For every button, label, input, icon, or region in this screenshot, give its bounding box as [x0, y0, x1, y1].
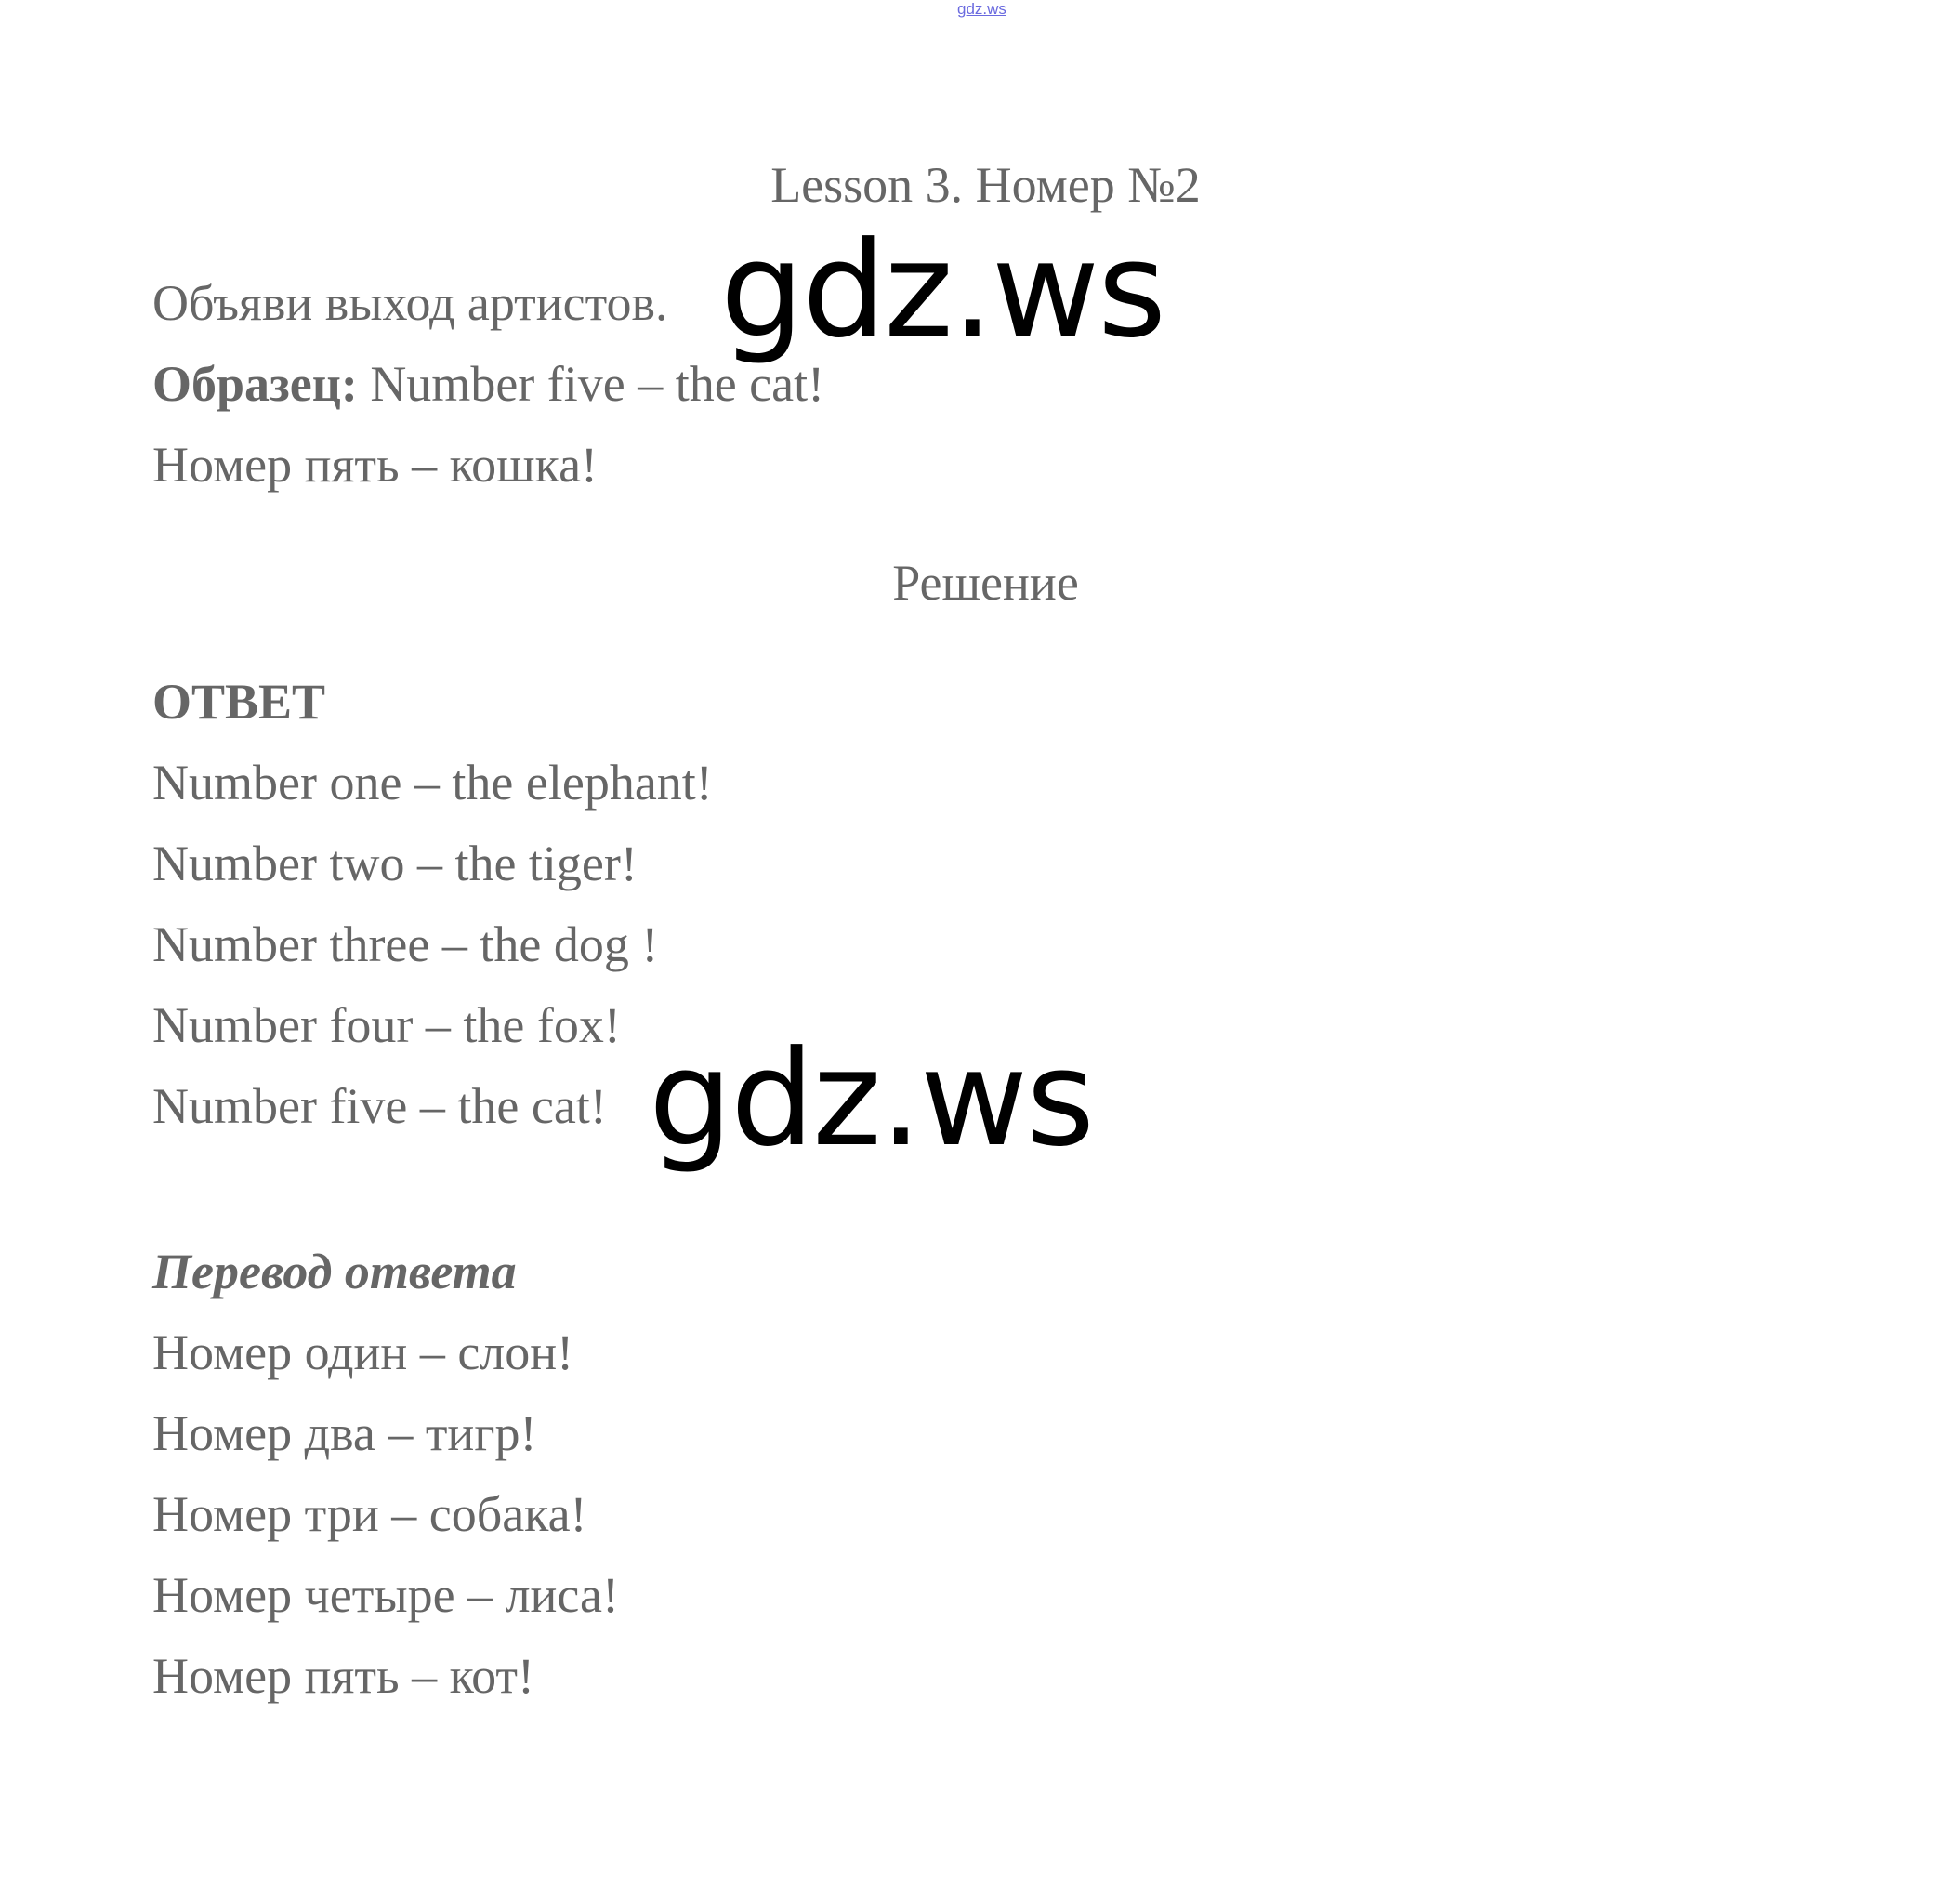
- task-instruction: Объяви выход артистов.: [152, 275, 668, 331]
- solution-heading: Решение: [892, 555, 1079, 611]
- answer-line: Number four – the fox!: [152, 997, 621, 1053]
- example-translation: Номер пять – кошка!: [152, 437, 599, 493]
- translation-line: Номер пять – кот!: [152, 1648, 534, 1704]
- answer-heading: ОТВЕТ: [152, 674, 326, 730]
- translation-line: Номер два – тигр!: [152, 1405, 537, 1461]
- answer-line: Number three – the dog !: [152, 916, 659, 972]
- example-label: Образец:: [152, 356, 358, 412]
- translation-line: Номер один – слон!: [152, 1325, 574, 1380]
- answer-line: Number five – the cat!: [152, 1078, 607, 1134]
- answer-line: Number one – the elephant!: [152, 755, 713, 811]
- translation-line: Номер четыре – лиса!: [152, 1567, 620, 1623]
- watermark: gdz.ws: [649, 1022, 1094, 1176]
- answer-line: Number two – the tiger!: [152, 836, 638, 891]
- example-text: Number five – the cat!: [357, 356, 825, 412]
- site-link[interactable]: gdz.ws: [957, 0, 1006, 18]
- watermark: gdz.ws: [720, 214, 1165, 367]
- translation-heading: Перевод ответа: [152, 1244, 517, 1299]
- page-title: Lesson 3. Номер №2: [770, 157, 1201, 213]
- translation-line: Номер три – собака!: [152, 1486, 587, 1542]
